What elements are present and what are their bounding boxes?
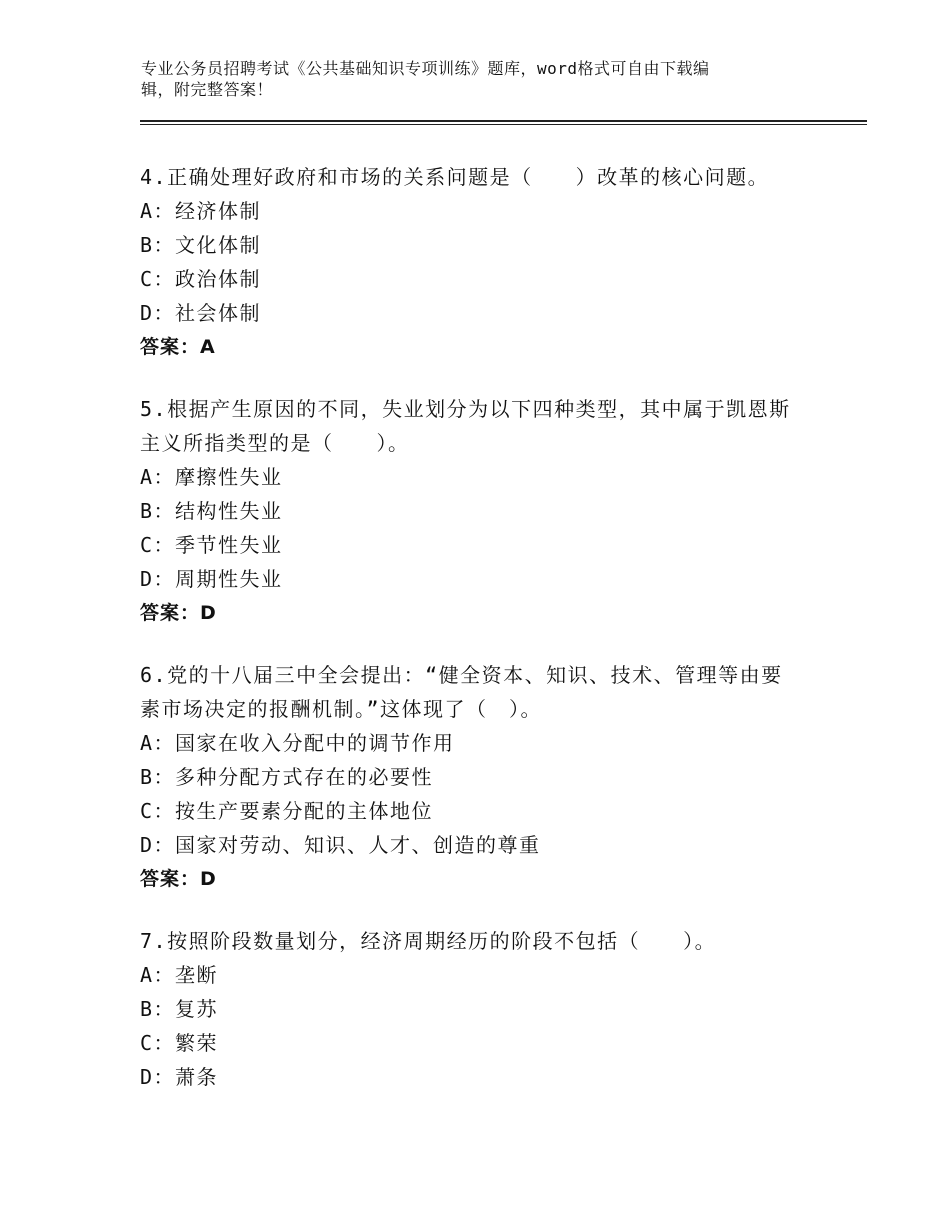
option-a: A：摩擦性失业 (140, 465, 283, 489)
question-stem-line: 5.根据产生原因的不同，失业划分为以下四种类型，其中属于凯恩斯 (140, 397, 791, 421)
option-d: D：周期性失业 (140, 567, 283, 591)
option-c: C：按生产要素分配的主体地位 (140, 799, 434, 823)
question-stem-line: 主义所指类型的是（ ）。 (140, 431, 410, 455)
header-divider-thick (140, 120, 867, 122)
option-c: C：繁荣 (140, 1031, 219, 1055)
option-a: A：国家在收入分配中的调节作用 (140, 731, 455, 755)
question-stem (140, 658, 840, 726)
question-stem (140, 392, 840, 460)
question-stem-line: 素市场决定的报酬机制。”这体现了（ ）。 (140, 697, 543, 721)
option-c: C：季节性失业 (140, 533, 283, 557)
option-d: D：萧条 (140, 1065, 219, 1089)
question-stem-line: 4.正确处理好政府和市场的关系问题是（ ）改革的核心问题。 (140, 165, 770, 189)
question-6 (140, 658, 840, 896)
question-stem-line: 6.党的十八届三中全会提出：“健全资本、知识、技术、管理等由要 (140, 663, 783, 687)
document-header (141, 58, 801, 100)
answer-label: 答案：A (140, 336, 216, 358)
question-stem-line: 7.按照阶段数量划分，经济周期经历的阶段不包括（ ）。 (140, 929, 717, 953)
header-line-1: 专业公务员招聘考试《公共基础知识专项训练》题库，word格式可自由下载编 (141, 59, 710, 78)
option-d: D：国家对劳动、知识、人才、创造的尊重 (140, 833, 541, 857)
option-d: D：社会体制 (140, 301, 262, 325)
header-line-2: 辑，附完整答案！ (141, 80, 274, 99)
option-c: C：政治体制 (140, 267, 262, 291)
option-b: B：结构性失业 (140, 499, 283, 523)
option-b: B：文化体制 (140, 233, 262, 257)
header-divider-thin (140, 124, 867, 125)
answer-label: 答案：D (140, 602, 217, 624)
question-5 (140, 392, 840, 630)
option-b: B：复苏 (140, 997, 219, 1021)
question-7 (140, 924, 840, 1094)
question-stem (140, 924, 840, 958)
option-a: A：垄断 (140, 963, 219, 987)
question-stem (140, 160, 840, 194)
option-a: A：经济体制 (140, 199, 262, 223)
option-b: B：多种分配方式存在的必要性 (140, 765, 434, 789)
question-list (140, 160, 840, 1122)
answer-label: 答案：D (140, 868, 217, 890)
question-4 (140, 160, 840, 364)
